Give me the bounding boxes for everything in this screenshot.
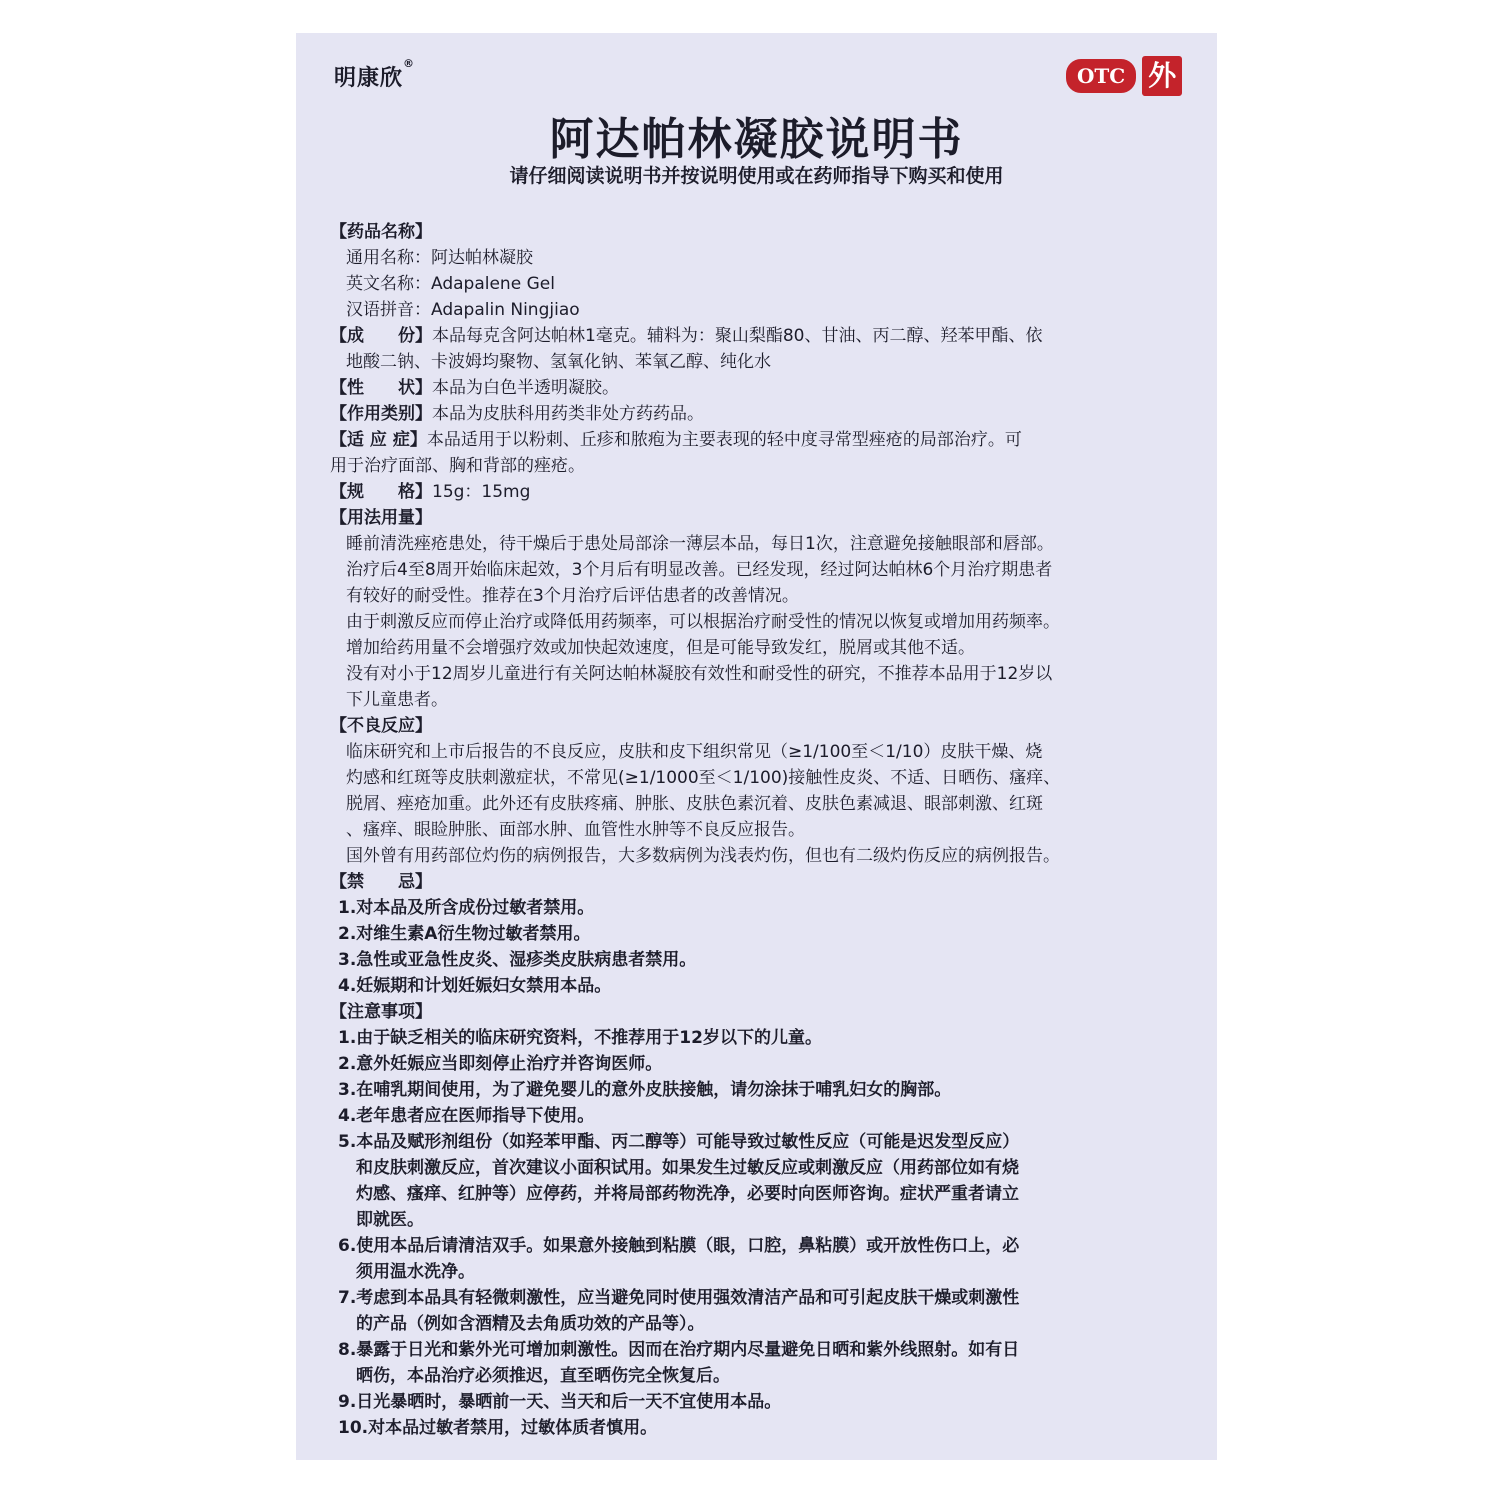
precaution-item-cont: 灼感、瘙痒、红肿等）应停药，并将局部药物洗净，必要时向医师咨询。症状严重者请立 xyxy=(356,1184,1019,1204)
brand-logo xyxy=(334,57,416,92)
external-use-badge: 外 xyxy=(1142,56,1182,96)
brand-name: 明康欣 xyxy=(334,66,404,91)
precaution-item-cont: 的产品（例如含酒精及去角质功效的产品等）。 xyxy=(356,1314,705,1334)
section-header-character: 【性 状】 xyxy=(330,378,432,398)
indication-text-2: 用于治疗面部、胸和背部的痤疮。 xyxy=(330,456,585,476)
indication-text: 本品适用于以粉刺、丘疹和脓疱为主要表现的轻中度寻常型痤疮的局部治疗。可 xyxy=(426,430,1022,450)
pinyin-name: 汉语拼音：Adapalin Ningjiao xyxy=(346,300,580,320)
section-header-contraindications: 【禁 忌】 xyxy=(330,872,432,892)
precaution-item: 3.在哺乳期间使用，为了避免婴儿的意外皮肤接触，请勿涂抹于哺乳妇女的胸部。 xyxy=(338,1080,952,1100)
section-header-adverse: 【不良反应】 xyxy=(330,716,432,736)
document-subtitle: 请仔细阅读说明书并按说明使用或在药师指导下购买和使用 xyxy=(509,165,1004,187)
usage-line: 增加给药用量不会增强疗效或加快起效速度，但是可能导致发红，脱屑或其他不适。 xyxy=(346,638,975,658)
document-title: 阿达帕林凝胶说明书 xyxy=(549,114,964,165)
contra-item: 4.妊娠期和计划妊娠妇女禁用本品。 xyxy=(338,976,612,996)
contra-item: 1.对本品及所含成份过敏者禁用。 xyxy=(338,898,595,918)
character-line xyxy=(330,375,1195,401)
usage-line: 由于刺激反应而停止治疗或降低用药频率，可以根据治疗耐受性的情况以恢复或增加用药频率。 xyxy=(346,612,1060,632)
precaution-item: 2.意外妊娠应当即刻停止治疗并咨询医师。 xyxy=(338,1054,663,1074)
category-line xyxy=(330,401,1195,427)
section-header-precautions: 【注意事项】 xyxy=(330,1002,432,1022)
english-name: 英文名称：Adapalene Gel xyxy=(346,274,555,294)
precaution-item: 8.暴露于日光和紫外光可增加刺激性。因而在治疗期内尽量避免日晒和紫外线照射。如有日 xyxy=(338,1340,1020,1360)
adverse-line: 国外曾有用药部位灼伤的病例报告，大多数病例为浅表灼伤，但也有二级灼伤反应的病例报告。 xyxy=(346,846,1060,866)
usage-line: 没有对小于12周岁儿童进行有关阿达帕林凝胶有效性和耐受性的研究，不推荐本品用于12岁以 xyxy=(346,664,1053,684)
adverse-line: 临床研究和上市后报告的不良反应，皮肤和皮下组织常见（≥1/100至＜1/10）皮肤干燥、烧 xyxy=(346,742,1043,762)
spec-text: 15g：15mg xyxy=(432,482,531,502)
precaution-item: 10.对本品过敏者禁用，过敏体质者慎用。 xyxy=(338,1418,658,1438)
registered-mark: ® xyxy=(403,57,416,70)
category-text: 本品为皮肤科用药类非处方药药品。 xyxy=(432,404,704,424)
indication-line xyxy=(330,427,1195,453)
section-header-usage: 【用法用量】 xyxy=(330,508,432,528)
adverse-line: 灼感和红斑等皮肤刺激症状，不常见(≥1/1000至＜1/100)接触性皮炎、不适、日晒伤、瘙痒、 xyxy=(346,768,1061,788)
precaution-item: 6.使用本品后请清洁双手。如果意外接触到粘膜（眼，口腔，鼻粘膜）或开放性伤口上，必 xyxy=(338,1236,1020,1256)
spec-line xyxy=(330,479,1195,505)
usage-line: 治疗后4至8周开始临床起效，3个月后有明显改善。已经发现，经过阿达帕林6个月治疗期患者 xyxy=(346,560,1053,580)
leaflet-sheet xyxy=(296,33,1217,1460)
section-header-indication: 【适 应 症】 xyxy=(330,430,427,450)
common-name: 通用名称：阿达帕林凝胶 xyxy=(346,248,533,268)
composition-text: 本品每克含阿达帕林1毫克。辅料为：聚山梨酯80、甘油、丙二醇、羟苯甲酯、依 xyxy=(432,326,1043,346)
precaution-item-cont: 即就医。 xyxy=(356,1210,424,1230)
contra-item: 2.对维生素A衍生物过敏者禁用。 xyxy=(338,924,591,944)
section-header-composition: 【成 份】 xyxy=(330,326,432,346)
adverse-line: 脱屑、痤疮加重。此外还有皮肤疼痛、肿胀、皮肤色素沉着、皮肤色素减退、眼部刺激、红斑 xyxy=(346,794,1043,814)
precaution-item-cont: 须用温水洗净。 xyxy=(356,1262,475,1282)
composition-line xyxy=(330,323,1195,349)
usage-line: 睡前清洗痤疮患处，待干燥后于患处局部涂一薄层本品，每日1次，注意避免接触眼部和唇部。 xyxy=(346,534,1054,554)
adverse-line: 、瘙痒、眼睑肿胀、面部水肿、血管性水肿等不良反应报告。 xyxy=(346,820,805,840)
otc-badge-group xyxy=(1066,59,1182,93)
precaution-item: 1.由于缺乏相关的临床研究资料，不推荐用于12岁以下的儿童。 xyxy=(338,1028,822,1048)
usage-line: 有较好的耐受性。推荐在3个月治疗后评估患者的改善情况。 xyxy=(346,586,799,606)
character-text: 本品为白色半透明凝胶。 xyxy=(432,378,619,398)
precaution-item: 9.日光暴晒时，暴晒前一天、当天和后一天不宜使用本品。 xyxy=(338,1392,782,1412)
precaution-item: 5.本品及赋形剂组份（如羟苯甲酯、丙二醇等）可能导致过敏性反应（可能是迟发型反应） xyxy=(338,1132,1020,1152)
leaflet-content xyxy=(330,219,1195,1441)
precaution-item-cont: 和皮肤刺激反应，首次建议小面积试用。如果发生过敏反应或刺激反应（用药部位如有烧 xyxy=(356,1158,1019,1178)
otc-badge: OTC xyxy=(1066,59,1136,93)
contra-item: 3.急性或亚急性皮炎、湿疹类皮肤病患者禁用。 xyxy=(338,950,697,970)
section-header-drug-name: 【药品名称】 xyxy=(330,222,432,242)
precaution-item-cont: 晒伤，本品治疗必须推迟，直至晒伤完全恢复后。 xyxy=(356,1366,730,1386)
usage-line: 下儿童患者。 xyxy=(346,690,448,710)
precaution-item: 7.考虑到本品具有轻微刺激性，应当避免同时使用强效清洁产品和可引起皮肤干燥或刺激性 xyxy=(338,1288,1020,1308)
section-header-category: 【作用类别】 xyxy=(330,404,432,424)
section-header-spec: 【规 格】 xyxy=(330,482,432,502)
composition-text-2: 地酸二钠、卡波姆均聚物、氢氧化钠、苯氧乙醇、纯化水 xyxy=(346,352,771,372)
precaution-item: 4.老年患者应在医师指导下使用。 xyxy=(338,1106,595,1126)
